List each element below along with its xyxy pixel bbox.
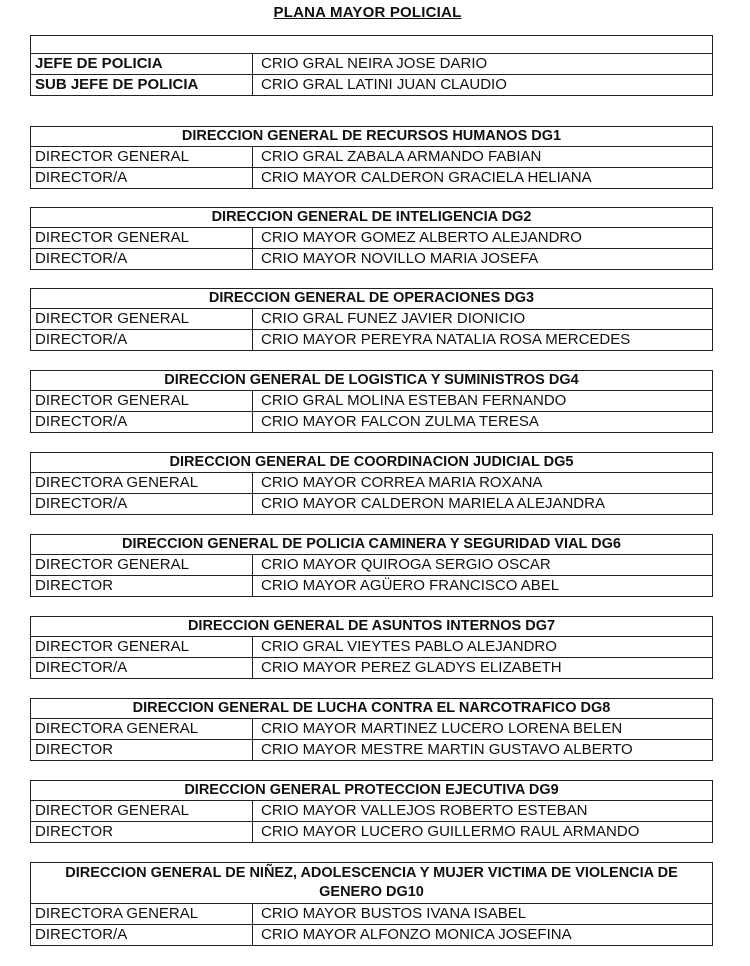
table-row <box>31 904 712 924</box>
table-row <box>31 555 712 575</box>
name-cell: CRIO MAYOR CORREA MARIA ROXANA <box>261 474 543 491</box>
name-cell: CRIO GRAL MOLINA ESTEBAN FERNANDO <box>261 392 567 409</box>
table-row <box>31 821 712 842</box>
section-dg9 <box>30 780 713 843</box>
section-dg5 <box>30 452 713 515</box>
section-dg8 <box>30 698 713 761</box>
table-row <box>31 493 712 514</box>
role-cell: SUB JEFE DE POLICIA <box>31 75 253 95</box>
section-dg6 <box>30 534 713 597</box>
section-dg7 <box>30 616 713 679</box>
role-cell: DIRECTOR <box>31 740 253 760</box>
role-cell: DIRECTOR GENERAL <box>31 147 253 167</box>
role-cell: DIRECTOR/A <box>31 412 253 432</box>
role-cell: DIRECTOR/A <box>31 925 253 945</box>
section-title: DIRECCION GENERAL DE POLICIA CAMINERA Y SEGURIDAD VIAL DG6 <box>31 535 712 555</box>
name-cell: CRIO GRAL FUNEZ JAVIER DIONICIO <box>261 310 526 327</box>
section-title: DIRECCION GENERAL DE RECURSOS HUMANOS DG1 <box>31 127 712 147</box>
table-row <box>31 637 712 657</box>
table-row <box>31 54 712 74</box>
name-cell: CRIO GRAL LATINI JUAN CLAUDIO <box>261 76 507 93</box>
section-dg2 <box>30 207 713 270</box>
top-command-table <box>30 35 713 96</box>
name-cell: CRIO MAYOR QUIROGA SERGIO OSCAR <box>261 556 551 573</box>
name-cell: CRIO MAYOR BUSTOS IVANA ISABEL <box>261 905 527 922</box>
table-row <box>31 411 712 432</box>
table-row <box>31 74 712 95</box>
top-table-blank-header <box>31 36 712 54</box>
name-cell: CRIO MAYOR ALFONZO MONICA JOSEFINA <box>261 926 572 943</box>
table-row <box>31 147 712 167</box>
role-cell: DIRECTOR GENERAL <box>31 391 253 411</box>
role-cell: DIRECTOR/A <box>31 494 253 514</box>
name-cell: CRIO GRAL NEIRA JOSE DARIO <box>261 55 488 72</box>
role-cell: DIRECTOR GENERAL <box>31 309 253 329</box>
role-cell: DIRECTOR/A <box>31 658 253 678</box>
name-cell: CRIO GRAL ZABALA ARMANDO FABIAN <box>261 148 542 165</box>
name-cell: CRIO MAYOR LUCERO GUILLERMO RAUL ARMANDO <box>261 823 640 840</box>
role-cell: DIRECTOR GENERAL <box>31 555 253 575</box>
section-title: DIRECCION GENERAL DE COORDINACION JUDICIAL DG5 <box>31 453 712 473</box>
section-title: DIRECCION GENERAL DE NIÑEZ, ADOLESCENCIA Y MUJER VICTIMA DE VIOLENCIA DE GENERO DG10 <box>31 863 712 904</box>
name-cell: CRIO MAYOR AGÜERO FRANCISCO ABEL <box>261 577 560 594</box>
name-cell: CRIO MAYOR MARTINEZ LUCERO LORENA BELEN <box>261 720 623 737</box>
role-cell: DIRECTORA GENERAL <box>31 904 253 924</box>
table-row <box>31 167 712 188</box>
section-title: DIRECCION GENERAL DE LOGISTICA Y SUMINISTROS DG4 <box>31 371 712 391</box>
role-cell: DIRECTORA GENERAL <box>31 473 253 493</box>
name-cell: CRIO MAYOR PEREYRA NATALIA ROSA MERCEDES <box>261 331 631 348</box>
role-cell: DIRECTOR <box>31 576 253 596</box>
name-cell: CRIO MAYOR NOVILLO MARIA JOSEFA <box>261 250 539 267</box>
name-cell: CRIO MAYOR PEREZ GLADYS ELIZABETH <box>261 659 562 676</box>
table-row <box>31 575 712 596</box>
table-row <box>31 329 712 350</box>
role-cell: JEFE DE POLICIA <box>31 54 253 74</box>
name-cell: CRIO MAYOR GOMEZ ALBERTO ALEJANDRO <box>261 229 582 246</box>
table-row <box>31 739 712 760</box>
table-row <box>31 228 712 248</box>
section-dg3 <box>30 288 713 351</box>
section-title: DIRECCION GENERAL DE LUCHA CONTRA EL NARCOTRAFICO DG8 <box>31 699 712 719</box>
name-cell: CRIO GRAL VIEYTES PABLO ALEJANDRO <box>261 638 557 655</box>
table-row <box>31 391 712 411</box>
name-cell: CRIO MAYOR VALLEJOS ROBERTO ESTEBAN <box>261 802 588 819</box>
section-title: DIRECCION GENERAL DE INTELIGENCIA DG2 <box>31 208 712 228</box>
role-cell: DIRECTOR GENERAL <box>31 801 253 821</box>
role-cell: DIRECTOR <box>31 822 253 842</box>
table-row <box>31 309 712 329</box>
name-cell: CRIO MAYOR CALDERON GRACIELA HELIANA <box>261 169 592 186</box>
table-row <box>31 473 712 493</box>
table-row <box>31 801 712 821</box>
section-title: DIRECCION GENERAL DE OPERACIONES DG3 <box>31 289 712 309</box>
role-cell: DIRECTOR GENERAL <box>31 637 253 657</box>
role-cell: DIRECTOR/A <box>31 249 253 269</box>
section-dg1 <box>30 126 713 189</box>
section-dg10 <box>30 862 713 946</box>
section-dg4 <box>30 370 713 433</box>
page-title: PLANA MAYOR POLICIAL <box>273 4 462 21</box>
role-cell: DIRECTOR/A <box>31 168 253 188</box>
name-cell: CRIO MAYOR MESTRE MARTIN GUSTAVO ALBERTO <box>261 741 633 758</box>
name-cell: CRIO MAYOR FALCON ZULMA TERESA <box>261 413 539 430</box>
role-cell: DIRECTORA GENERAL <box>31 719 253 739</box>
section-title: DIRECCION GENERAL DE ASUNTOS INTERNOS DG7 <box>31 617 712 637</box>
table-row <box>31 657 712 678</box>
section-title: DIRECCION GENERAL PROTECCION EJECUTIVA DG9 <box>31 781 712 801</box>
role-cell: DIRECTOR GENERAL <box>31 228 253 248</box>
table-row <box>31 719 712 739</box>
table-row <box>31 924 712 945</box>
table-row <box>31 248 712 269</box>
name-cell: CRIO MAYOR CALDERON MARIELA ALEJANDRA <box>261 495 605 512</box>
role-cell: DIRECTOR/A <box>31 330 253 350</box>
